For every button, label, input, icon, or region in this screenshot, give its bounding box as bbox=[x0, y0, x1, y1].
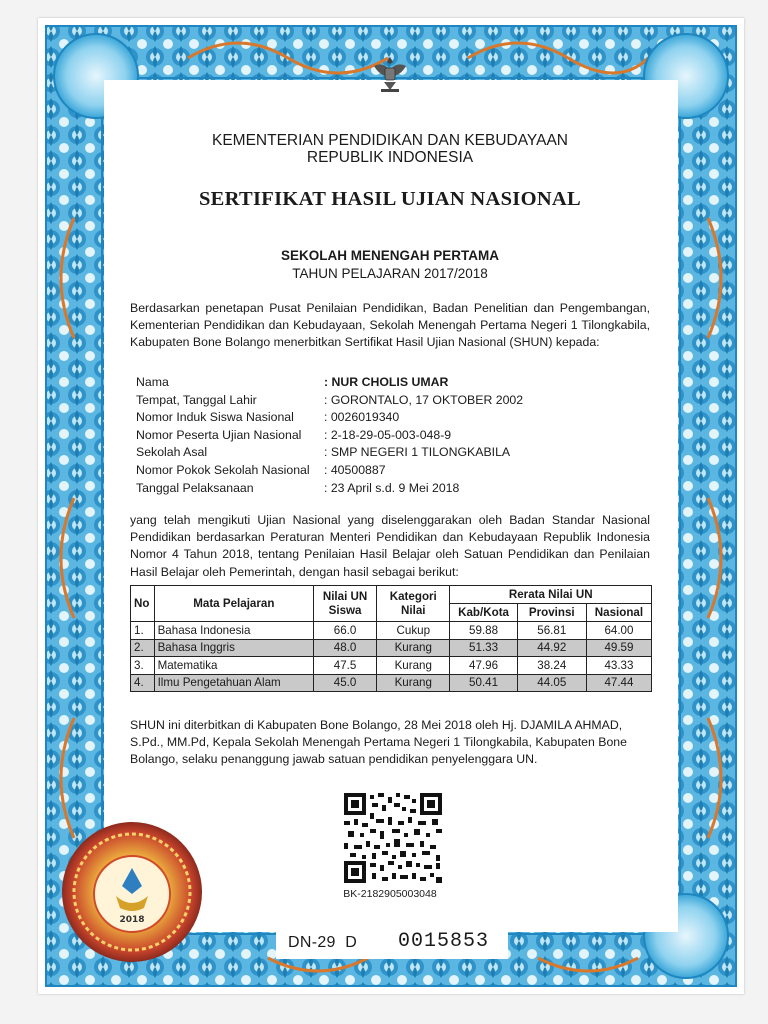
row-number: 4. bbox=[131, 674, 155, 692]
row-score: 48.0 bbox=[314, 639, 377, 657]
exam-number-value: : 2-18-29-05-003-048-9 bbox=[324, 427, 452, 442]
table-row bbox=[131, 622, 652, 640]
exam-paragraph: yang telah mengikuti Ujian Nasional yang diselenggarakan oleh Badan Standar Nasional Pendidikan berdasarkan Peraturan Menteri Pendidikan dan Kebudayaan Republik Indonesia Nomor 4 Tahun 2018, tentang Penilaian Hasil Belajar oleh Satuan Pendidikan dan Penilaian Hasil Belajar oleh Pemerintah, dengan hasil sebagai berikut: bbox=[130, 513, 650, 579]
row-national-avg: 64.00 bbox=[586, 622, 651, 640]
grades-header-row bbox=[131, 586, 652, 604]
ministry-line-2: REPUBLIK INDONESIA bbox=[306, 149, 474, 166]
row-subject: Ilmu Pengetahuan Alam bbox=[154, 674, 314, 692]
header-no: No bbox=[131, 586, 155, 622]
table-row bbox=[131, 674, 652, 692]
identity-row-npsn bbox=[136, 462, 523, 480]
identity-row-nisn bbox=[136, 409, 523, 427]
table-row bbox=[131, 657, 652, 675]
ministry-line-1: KEMENTERIAN PENDIDIKAN DAN KEBUDAYAAN bbox=[212, 132, 568, 149]
row-city-avg: 51.33 bbox=[450, 639, 517, 657]
row-subject: Matematika bbox=[154, 657, 314, 675]
issuance-paragraph: SHUN ini diterbitkan di Kabupaten Bone Bolango, 28 Mei 2018 oleh Hj. DJAMILA AHMAD, S.Pd., MM.Pd, Kepala Sekolah Menengah Pertama Negeri 1 Tilongkabila, Kabupaten Bone Bolango, selaku penanggung jawab satuan pendidikan penyelenggara UN. bbox=[130, 718, 627, 767]
identity-label: Nomor Pokok Sekolah Nasional bbox=[136, 462, 310, 477]
header-score bbox=[314, 586, 377, 622]
header-score-line-1: Nilai UN bbox=[322, 589, 368, 603]
npsn-value: : 40500887 bbox=[324, 462, 386, 477]
serial-number: 0015853 bbox=[398, 930, 490, 953]
grades-table bbox=[130, 585, 652, 692]
row-category: Kurang bbox=[377, 639, 450, 657]
identity-row-school bbox=[136, 444, 523, 462]
row-province-avg: 56.81 bbox=[517, 622, 586, 640]
table-row bbox=[131, 639, 652, 657]
row-category: Kurang bbox=[377, 674, 450, 692]
row-subject: Bahasa Indonesia bbox=[154, 622, 314, 640]
identity-row-birth bbox=[136, 392, 523, 410]
certificate-title: SERTIFIKAT HASIL UJIAN NASIONAL bbox=[198, 188, 582, 210]
school-level: SEKOLAH MENENGAH PERTAMA bbox=[280, 248, 499, 263]
row-city-avg: 59.88 bbox=[450, 622, 517, 640]
row-number: 2. bbox=[131, 639, 155, 657]
header-category bbox=[377, 586, 450, 622]
qr-code-text: BK-2182905003048 bbox=[343, 888, 437, 900]
row-city-avg: 50.41 bbox=[450, 674, 517, 692]
row-city-avg: 47.96 bbox=[450, 657, 517, 675]
row-national-avg: 43.33 bbox=[586, 657, 651, 675]
row-number: 1. bbox=[131, 622, 155, 640]
row-province-avg: 38.24 bbox=[517, 657, 586, 675]
header-score-line-2: Siswa bbox=[328, 603, 362, 617]
student-identity-table bbox=[136, 374, 523, 497]
identity-row-exam-number bbox=[136, 427, 523, 445]
serial-prefix: DN-29 D bbox=[288, 934, 358, 951]
header-province: Provinsi bbox=[517, 604, 586, 622]
garuda-emblem-icon bbox=[372, 54, 408, 94]
row-score: 47.5 bbox=[314, 657, 377, 675]
header-city: Kab/Kota bbox=[450, 604, 517, 622]
identity-label: Nomor Peserta Ujian Nasional bbox=[136, 427, 302, 442]
identity-label: Nama bbox=[136, 375, 169, 389]
ministry-heading bbox=[150, 132, 630, 166]
row-category: Kurang bbox=[377, 657, 450, 675]
row-category: Cukup bbox=[377, 622, 450, 640]
student-name: : NUR CHOLIS UMAR bbox=[324, 375, 449, 389]
school-value: : SMP NEGERI 1 TILONGKABILA bbox=[324, 445, 511, 460]
hologram-seal-icon bbox=[58, 818, 206, 966]
qr-code-icon bbox=[344, 793, 442, 883]
header-average: Rerata Nilai UN bbox=[450, 586, 652, 604]
header-subject: Mata Pelajaran bbox=[154, 586, 314, 622]
header-category-line-2: Nilai bbox=[401, 603, 426, 617]
identity-row-exam-date bbox=[136, 480, 523, 498]
header-national: Nasional bbox=[586, 604, 651, 622]
row-province-avg: 44.92 bbox=[517, 639, 586, 657]
header-category-line-1: Kategori bbox=[389, 589, 437, 603]
nisn-value: : 0026019340 bbox=[324, 410, 400, 425]
identity-label: Sekolah Asal bbox=[136, 445, 208, 460]
intro-paragraph: Berdasarkan penetapan Pusat Penilaian Pendidikan, Badan Penelitian dan Pengembangan, Kementerian Pendidikan dan Kebudayaan, Sekolah Menengah Pertama Negeri 1 Tilongkabila, Kabupaten Bone Bolango menerbitkan Sertifikat Hasil Ujian Nasional (SHUN) kepada: bbox=[130, 301, 650, 350]
row-national-avg: 49.59 bbox=[586, 639, 651, 657]
academic-year: TAHUN PELAJARAN 2017/2018 bbox=[292, 266, 488, 281]
row-score: 66.0 bbox=[314, 622, 377, 640]
exam-date-value: : 23 April s.d. 9 Mei 2018 bbox=[324, 480, 460, 495]
identity-label: Nomor Induk Siswa Nasional bbox=[136, 410, 294, 425]
row-number: 3. bbox=[131, 657, 155, 675]
row-province-avg: 44.05 bbox=[517, 674, 586, 692]
seal-year: 2018 bbox=[119, 915, 145, 925]
row-score: 45.0 bbox=[314, 674, 377, 692]
birth-place-date: : GORONTALO, 17 OKTOBER 2002 bbox=[324, 392, 524, 407]
identity-label: Tempat, Tanggal Lahir bbox=[136, 392, 257, 407]
row-national-avg: 47.44 bbox=[586, 674, 651, 692]
serial-number-box bbox=[276, 929, 508, 959]
identity-row-name bbox=[136, 374, 523, 392]
identity-label: Tanggal Pelaksanaan bbox=[136, 480, 254, 495]
row-subject: Bahasa Inggris bbox=[154, 639, 314, 657]
